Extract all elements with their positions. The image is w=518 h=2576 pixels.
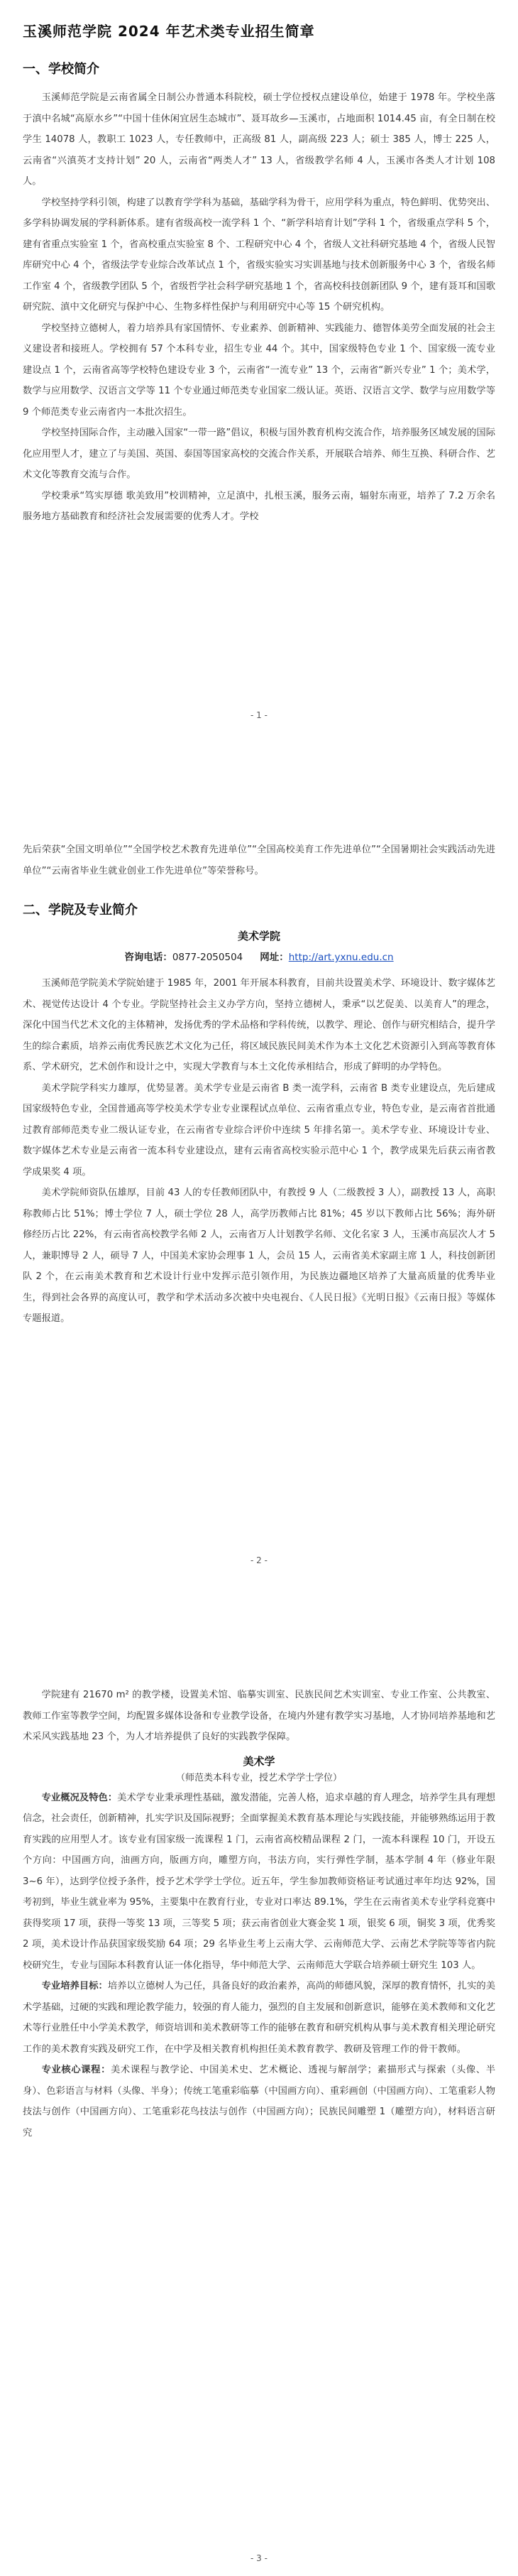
page-number: - 2 -	[250, 1555, 268, 1565]
major-core-courses-text: 美术课程与教学论、中国美术史、艺术概论、透视与解剖学；素描形式与探索（头像、半身）、色彩语言与材料（头像、半身）；传统工笔重彩临摹（中国画方向）、重彩画创（中国画方向）、工笔重彩人物技法与创作（中国画方向）、工笔重彩花鸟技法与创作（中国画方向）；民族民间雕塑 1（雕塑方向），材料语言研究	[23, 2065, 496, 2138]
major-core-courses-label: 专业核心课程：	[41, 2065, 111, 2075]
document-page-3	[0, 1669, 518, 2576]
college-name: 美术学院	[237, 930, 280, 942]
honors-continuation: 先后荣获“全国文明单位”“全国学校艺术教育先进单位”“全国高校美育工作先进单位”“全国暑期社会实践活动先进单位”“云南省毕业生就业创业工作先进单位”等荣誉称号。	[23, 844, 495, 876]
document-page-2	[0, 824, 518, 1577]
major-overview-label: 专业概况及特色：	[41, 1792, 118, 1803]
school-intro-paragraph: 学校坚持国际合作，主动融入国家“一带一路”倡议，积极与国外教育机构交流合作，培养服务区域发展的国际化应用型人才，建立了与美国、英国、泰国等国家高校的交流合作关系，开展联合培养、师生互换、科研合作、艺术文化等教育交流与合作。	[23, 428, 495, 480]
facilities-continuation: 学院建有 21670 m² 的教学楼，设置美术馆、临摹实训室、民族民间艺术实训室、专业工作室、公共教室、教师工作室等教学空间，均配置多媒体设备和专业教学设备，在境内外建有教学实习基地，人才协同培养基地和艺术采风实践基地 23 个，为人才培养提供了良好的实践教学保障。	[23, 1690, 495, 1742]
college-intro-paragraph: 玉溪师范学院美术学院始建于 1985 年，2001 年开展本科教育，目前共设置美术学、环境设计、数字媒体艺术、视觉传达设计 4 个专业。学院坚持社会主义办学方向，坚持立德树人，秉承“以艺促美、以美育人”的理念，深化中国当代艺术文化的主体精神，发扬优秀的学术品格和学科传统，以教学、理论、创作与研究相结合，提升学生的综合素质，培养云南优秀民族艺术文化为己任，将区域民族民间美术作为本土文化艺术资源引入到高等教育体系、学术研究，艺术创作和设计之中，实现大学教育与本土文化传承相结合，形成了鲜明的办学特色。	[23, 978, 495, 1072]
college-intro-paragraph: 美术学院学科实力雄厚，优势显著。美术学专业是云南省 B 类一流学科，云南省 B 类专业建设点，先后建成国家级特色专业，全国普通高等学校美术学专业专业课程试点单位、云南省重点专业，特色专业，是云南省首批通过教育部师范类专业二级认证专业，在云南省专业综合评价中连续 5 年排名第一。美术学专业、环境设计专业、数字媒体艺术专业是云南省一流本科专业建设点，建有云南省高校实验示范中心 1 个，教学成果先后获云南省教学成果奖 4 项。	[23, 1082, 495, 1178]
major-goal-text: 培养以立德树人为己任，具备良好的政治素养，高尚的师德风貌，深厚的教育情怀，扎实的美术学基础，过硬的实践和理论教学能力，较强的育人能力，强烈的自主发展和创新意识，能够在美术教师和文化艺术等行业胜任中小学美术教学，师资培训和美术教研等工作的能够在教育和研究机构从事与美术教育相关理论研究工作的美术教育实践及研究工作，在中学及相关教育机构担任美术教育教学、教研及管理工作的骨干教师。	[23, 1981, 496, 2055]
document-page-1	[0, 0, 518, 732]
page-gap	[0, 732, 518, 824]
contact-phone-label: 咨询电话：	[124, 952, 172, 963]
section-heading-school-intro: 一、学校简介	[23, 62, 99, 77]
major-overview-text: 美术学专业秉承理性基础，激发潜能，完善人格，追求卓越的育人理念，培养学生具有理想信念，社会责任，创新精神，扎实学识及国际视野；全面掌握美术教育基本理论与实践技能，并能够熟练运用于教育实践的应用型人才。该专业有国家级一流课程 1 门，云南省高校精品课程 2 门，一流本科课程 10 门，开设五个方向：中国画方向，油画方向，版画方向，雕塑方向，书法方向，实行弹性学制，基本学制 4 年（修业年限 3~6 年），达到学位授予条件，授予艺术学学士学位。近五年，学生参加教师资格证考试通过率年均达 92%，国考初到，毕业生就业率为 95%，主要集中在教育行业，专业对口率达 89.1%，学生在云南省美术专业学科竞赛中获得奖项 17 项，获得一等奖 13 项，三等奖 5 项；获云南省创业大赛金奖 1 项，银奖 6 项，铜奖 3 项，优秀奖 2 项，美术设计作品获国家级奖励 64 项；29 名毕业生考上云南大学、云南师范大学、云南艺术学院等等省内院校研究生，专业与国际本科教育认证一体化指导，华中师范大学、云南师范大学联合培养硕士研究生 103 人。	[23, 1792, 496, 1971]
page-gap	[0, 1577, 518, 1669]
major-overview-paragraph	[23, 1788, 495, 1977]
page-number: - 3 -	[250, 2553, 268, 2563]
school-intro-paragraph: 学校坚持学科引领，构建了以教育学学科为基础，基础学科为骨干，应用学科为重点，特色鲜明、优势突出、多学科协调发展的学科新体系。建有省级高校一流学科 1 个、“新学科培育计划”学科 1 个，省级重点学科 5 个，建有省重点实验室 1 个，省高校重点实验室 8 个、工程研究中心 4 个，省级人文社科研究基地 4 个，省级人民智库研究中心 4 个，省级法学专业综合改革试点 1 个，省级实验实习实训基地与技术创新服务中心 3 个，省级名师工作室 4 个，省级教学团队 5 个，省级哲学社会科学研究基地 1 个，省高校科技创新团队 9 个，建有聂耳和国歌研究院、滇中文化研究与保护中心、生物多样性保护与利用研究中心等 15 个研究机构。	[23, 197, 496, 313]
contact-phone: 0877-2050504	[172, 952, 243, 963]
major-name: 美术学	[243, 1754, 275, 1768]
major-goal-paragraph	[23, 1976, 495, 2060]
college-intro-paragraph: 美术学院师资队伍雄厚，目前 43 人的专任教师团队中，有教授 9 人（二级教授 3 人），副教授 13 人，高职称教师占比 51%；博士学位 7 人，硕士学位 28 人，高学历教师占比 81%；45 岁以下教师占比 56%；海外研修经历占比 22%，有云南省高校教学名师 2 人，云南省万人计划教学名师、文化名家 3 人，玉溪市高层次人才 5 人，兼职博导 2 人，硕导 7 人，中国美术家协会理事 1 人，会员 15 人，云南省美术家副主席 1 人，科技创新团队 2 个，在云南美术教育和艺术设计行业中发挥示范引领作用，为民族边疆地区培养了大量高质量的优秀毕业生，得到社会各界的高度认可，教学和学术活动多次被中央电视台、《人民日报》《光明日报》《云南日报》等媒体专题报道。	[23, 1188, 495, 1324]
contact-line	[23, 949, 495, 963]
section-heading-colleges: 二、学院及专业简介	[23, 903, 138, 918]
school-intro-paragraph: 玉溪师范学院是云南省属全日制公办普通本科院校，硕士学位授权点建设单位，始建于 1978 年。学校坐落于滇中名城“高原水乡”“中国十佳休闲宜居生态城市”、聂耳故乡—玉溪市，占地面积 1014.45 亩，有全日制在校学生 14078 人，教职工 1023 人，专任教师中，正高级 81 人，副高级 223 人；硕士 385 人，博士 225 人，云南省“兴滇英才支持计划” 20 人，云南省“两类人才” 13 人，省级教学名师 4 人，玉溪市各类人才计划 108 人。	[23, 92, 495, 187]
major-core-courses-paragraph	[23, 2060, 495, 2143]
contact-url-label: 网址：	[260, 952, 289, 963]
page-number: - 1 -	[250, 710, 268, 720]
college-website-link[interactable]: http://art.yxnu.edu.cn	[288, 952, 394, 963]
school-intro-paragraph: 学校坚持立德树人，着力培养具有家国情怀、专业素养、创新精神、实践能力、德智体美劳全面发展的社会主义建设者和接班人。学校拥有 57 个本科专业，招生专业 44 个。其中，国家级特色专业 1 个、国家级一流专业建设点 1 个，云南省高等学校特色建设专业 3 个，云南省“一流专业” 13 个，云南省“新兴专业” 1 个；美术学，数学与应用数学、汉语言文学等 11 个专业通过师范类专业国家二级认证。英语、汉语言文学、数学与应用数学等 9 个师范类专业云南省内一本批次招生。	[23, 322, 495, 418]
major-subtitle: （师范类本科专业，授艺术学学士学位）	[175, 1772, 342, 1783]
major-goal-label: 专业培养目标：	[41, 1981, 108, 1991]
document-title: 玉溪师范学院 2024 年艺术类专业招生简章	[23, 23, 315, 40]
school-intro-paragraph: 学校秉承“笃实厚德 歌美致用”校训精神，立足滇中，扎根玉溪，服务云南，辐射东南亚，培养了 7.2 万余名服务地方基础教育和经济社会发展需要的优秀人才。学校	[23, 490, 495, 522]
